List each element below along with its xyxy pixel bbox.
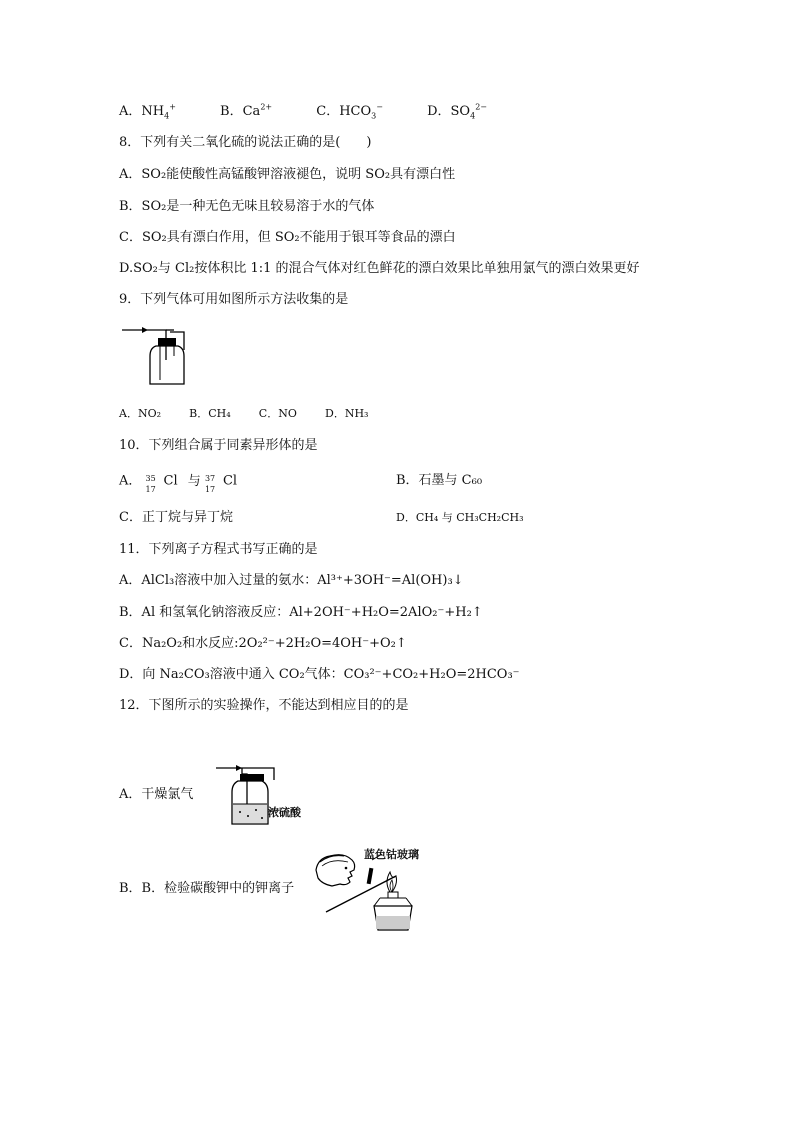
cobalt-glass-label: 蓝色钴玻璃	[364, 848, 419, 861]
q7-option-d: D．$SO_4^{2-}$	[427, 102, 487, 121]
q12-option-b: B．B．检验碳酸钾中的钾离子	[119, 881, 295, 896]
gas-collection-figure	[120, 320, 200, 394]
q8-option-c: C．SO₂具有漂白作用，但 SO₂不能用于银耳等食品的漂白	[119, 230, 456, 245]
q10-option-b: B．石墨与 C₆₀	[396, 473, 483, 488]
q11-option-b: B．Al 和氢氧化钠溶液反应：Al+2OH⁻+H₂O=2AlO₂⁻+H₂↑	[119, 605, 483, 620]
q10-stem: 10．下列组合属于同素异形体的是	[119, 438, 318, 453]
q7-option-a: A．$NH_4^+$	[119, 102, 176, 121]
drying-chlorine-figure	[214, 760, 314, 834]
q8-option-a: A．SO₂能使酸性高锰酸钾溶液褪色，说明 SO₂具有漂白性	[119, 167, 456, 182]
q9-stem: 9．下列气体可用如图所示方法收集的是	[119, 292, 349, 307]
q7-options	[119, 103, 487, 121]
nuclide-cl-37: 37 17	[204, 474, 216, 494]
q11-option-a: A．AlCl₃溶液中加入过量的氨水：Al³⁺+3OH⁻=Al(OH)₃↓	[119, 573, 464, 588]
q11-option-c: C．Na₂O₂和水反应:2O₂²⁻+2H₂O=4OH⁻+O₂↑	[119, 636, 407, 651]
q9-option-a: A．NO₂	[119, 407, 161, 420]
q12-option-a: A．干燥氯气	[119, 787, 194, 802]
q9-options	[119, 405, 368, 423]
q7-option-b: B．$Ca^{2+}$	[220, 102, 273, 119]
q9-option-d: D．NH₃	[325, 407, 369, 420]
q10-option-d: D．CH₄ 与 CH₃CH₂CH₃	[396, 511, 524, 524]
nuclide-cl-35: 35 17	[145, 474, 156, 494]
q7-option-c: C．$HCO_3^-$	[316, 102, 383, 121]
sulfuric-acid-label: 浓硫酸	[268, 806, 301, 819]
q11-stem: 11．下列离子方程式书写正确的是	[119, 542, 318, 557]
gas-washing-bottle-icon	[120, 320, 200, 390]
q11-option-d: D．向 Na₂CO₃溶液中通入 CO₂气体：CO₃²⁻+CO₂+H₂O=2HCO₃⁻	[119, 667, 520, 682]
q8-option-d: D.SO₂与 Cl₂按体积比 1:1 的混合气体对红色鲜花的漂白效果比单独用氯气的漂白效果更好	[119, 261, 640, 276]
q10-option-c: C．正丁烷与异丁烷	[119, 510, 233, 525]
q9-option-b: B．CH₄	[189, 407, 231, 420]
q8-option-b: B．SO₂是一种无色无味且较易溶于水的气体	[119, 199, 375, 214]
flame-test-figure	[312, 846, 432, 942]
q12-stem: 12．下图所示的实验操作，不能达到相应目的的是	[119, 698, 409, 713]
q8-stem: 8．下列有关二氧化硫的说法正确的是( )	[119, 135, 372, 150]
q10-option-a: A． 35 17 Cl 与 37 17 Cl	[119, 473, 238, 494]
q9-option-c: C．NO	[258, 407, 297, 420]
